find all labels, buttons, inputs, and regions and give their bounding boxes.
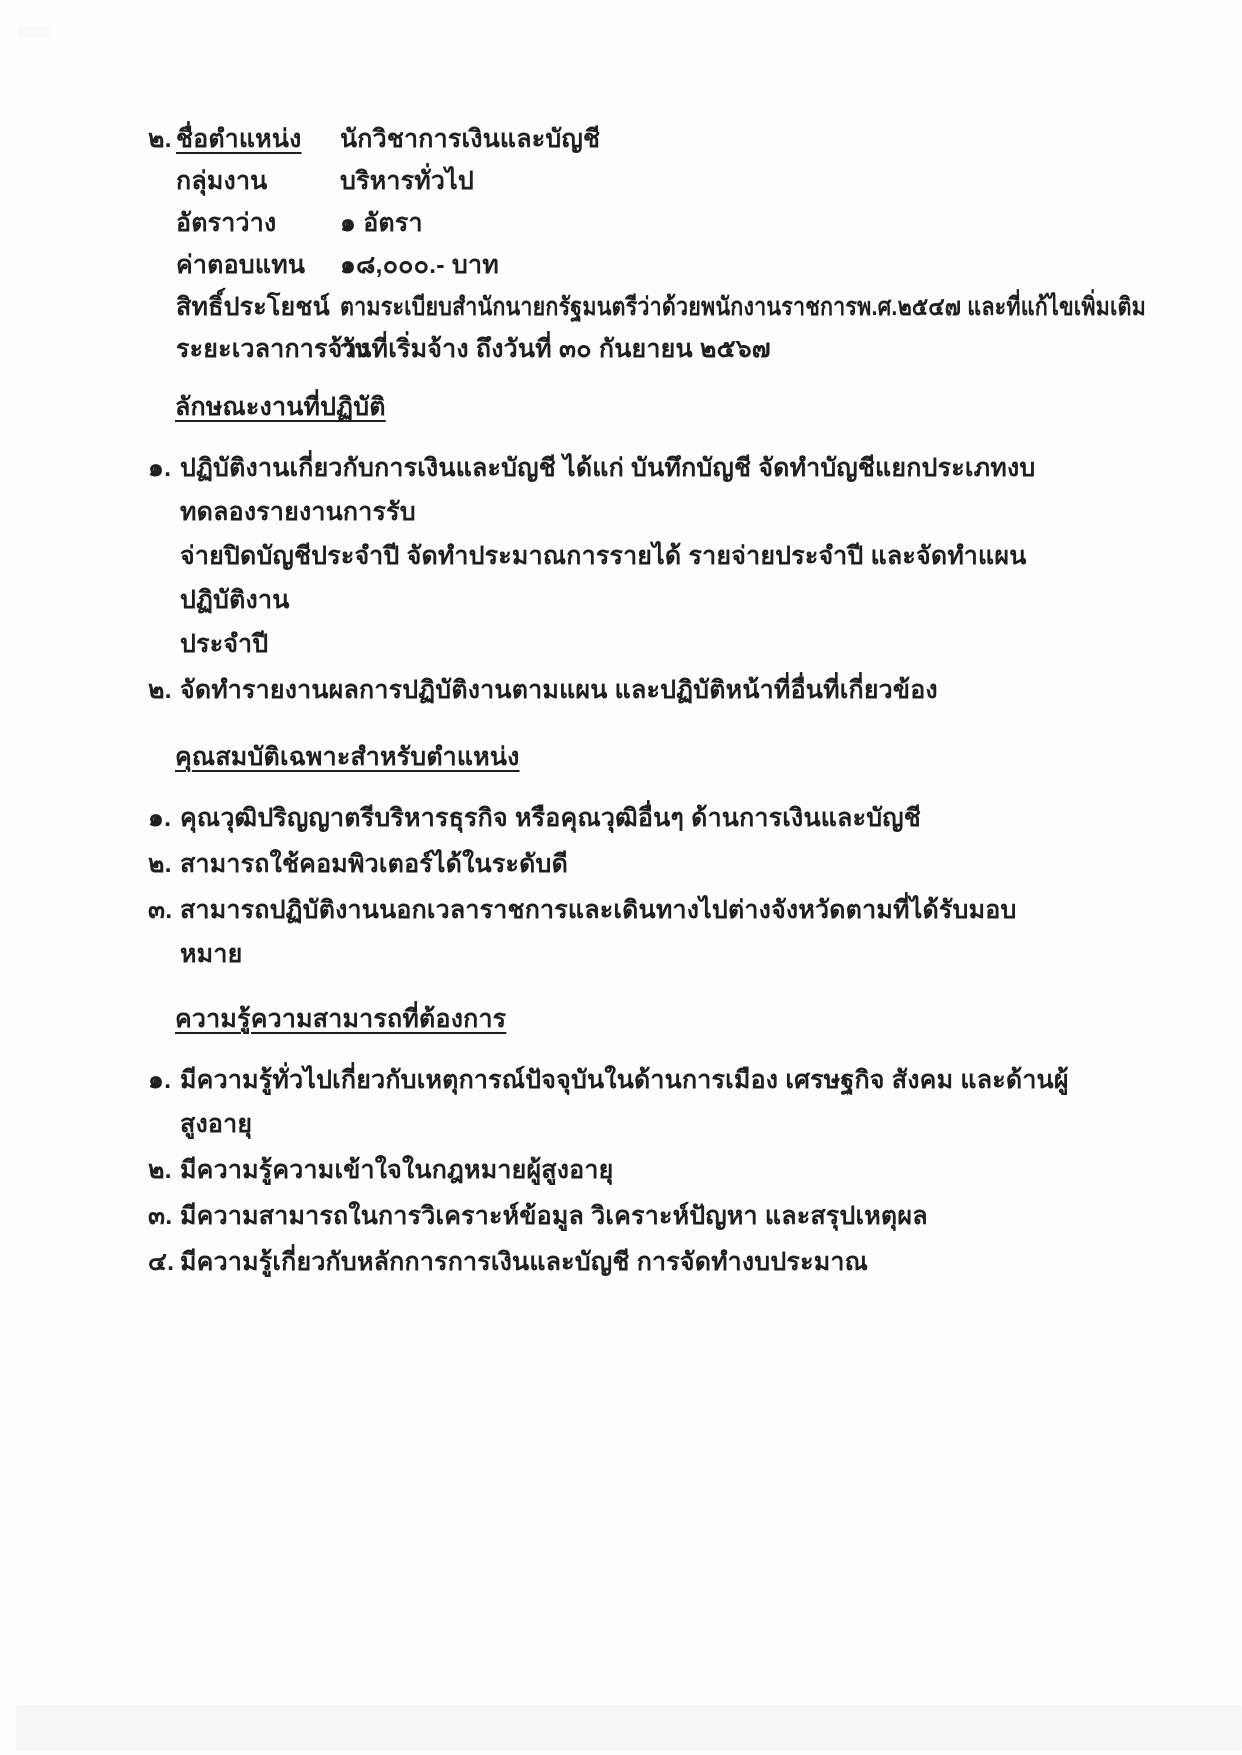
item-number: ๒. (148, 1156, 172, 1184)
section-heading: คุณสมบัติเฉพาะสำหรับตำแหน่ง (175, 743, 520, 771)
scan-artifact-band (16, 1706, 1242, 1750)
field-row (148, 286, 1147, 328)
item-number: ๓. (148, 896, 173, 924)
field-row (148, 118, 1078, 160)
item-text: สามารถปฏิบัติงานนอกเวลาราชการและเดินทางไปต่างจังหวัดตามที่ได้รับมอบหมาย (180, 896, 1017, 968)
section-qualifications (148, 736, 1078, 976)
list-item (148, 1240, 1078, 1284)
position-fields (148, 118, 1147, 370)
item-text: สามารถใช้คอมพิวเตอร์ได้ในระดับดี (180, 850, 569, 878)
section-items (148, 1058, 1078, 1284)
field-value: บริหารทั่วไป (340, 167, 475, 195)
field-row (148, 244, 1078, 286)
field-label: กลุ่มงาน (176, 167, 268, 195)
field-row (148, 328, 1078, 370)
item-number: ๑. (148, 804, 172, 832)
item-number: ๓. (148, 1202, 173, 1230)
list-item (148, 842, 1078, 886)
item-text: มีความสามารถในการวิเคราะห์ข้อมูล วิเคราะห์ปัญหา และสรุปเหตุผล (180, 1202, 928, 1230)
section-items (148, 796, 1078, 976)
scan-artifact-smudge (18, 26, 52, 38)
list-item (148, 1194, 1078, 1238)
field-label: ชื่อตำแหน่ง (176, 125, 302, 153)
item-text: มีความรู้ทั่วไปเกี่ยวกับเหตุการณ์ปัจจุบันในด้านการเมือง เศรษฐกิจ สังคม และด้านผู้สูงอายุ (180, 1066, 1069, 1138)
item-text: มีความรู้เกี่ยวกับหลักการการเงินและบัญชี การจัดทำงบประมาณ (180, 1248, 869, 1276)
item-number: ๑. (148, 454, 172, 482)
field-value: นักวิชาการเงินและบัญชี (340, 125, 601, 153)
section-number: ๒. (148, 125, 172, 153)
field-label: สิทธิ์ประโยชน์ (176, 293, 330, 321)
list-item (148, 796, 1078, 840)
item-text: คุณวุฒิปริญญาตรีบริหารธุรกิจ หรือคุณวุฒิอื่นๆ ด้านการเงินและบัญชี (180, 804, 921, 832)
section-heading: ลักษณะงานที่ปฏิบัติ (175, 393, 386, 421)
field-row (148, 202, 1078, 244)
section-items (148, 446, 1078, 712)
item-text: มีความรู้ความเข้าใจในกฎหมายผู้สูงอายุ (180, 1156, 614, 1184)
field-label: ระยะเวลาการจ้าง (176, 335, 370, 363)
item-text: ปฏิบัติงานเกี่ยวกับการเงินและบัญชี ได้แก่ บันทึกบัญชี จัดทำบัญชีแยกประเภทงบทดลองรายงานการรับ จ่ายปิดบัญชีประจำปี จัดทำประมาณการรายได้ รายจ่ายประจำปี และจัดทำแผนปฏิบัติงาน ประจำปี (180, 454, 1036, 658)
list-item (148, 1148, 1078, 1192)
item-number: ๒. (148, 676, 172, 704)
section-knowledge (148, 998, 1078, 1284)
list-item (148, 888, 1078, 976)
item-text: จัดทำรายงานผลการปฏิบัติงานตามแผน และปฏิบัติหน้าที่อื่นที่เกี่ยวข้อง (180, 676, 938, 704)
list-item (148, 1058, 1078, 1146)
field-value: ๑ อัตรา (340, 209, 423, 237)
field-value: ๑๘,๐๐๐.- บาท (340, 251, 499, 279)
item-number: ๑. (148, 1066, 172, 1094)
field-value: ตามระเบียบสำนักนายกรัฐมนตรีว่าด้วยพนักงานราชการพ.ศ.๒๕๔๗ และที่แก้ไขเพิ่มเติม (340, 293, 1147, 321)
section-duties (148, 386, 1078, 712)
item-number: ๒. (148, 850, 172, 878)
document-content (148, 118, 1147, 1288)
list-item (148, 668, 1078, 712)
section-heading: ความรู้ความสามารถที่ต้องการ (175, 1005, 507, 1033)
field-row (148, 160, 1078, 202)
item-number: ๔. (148, 1248, 175, 1276)
field-label: ค่าตอบแทน (176, 251, 306, 279)
list-item (148, 446, 1078, 666)
field-label: อัตราว่าง (176, 209, 277, 237)
field-value: วันที่เริ่มจ้าง ถึงวันที่ ๓๐ กันยายน ๒๕๖๗ (340, 335, 771, 363)
